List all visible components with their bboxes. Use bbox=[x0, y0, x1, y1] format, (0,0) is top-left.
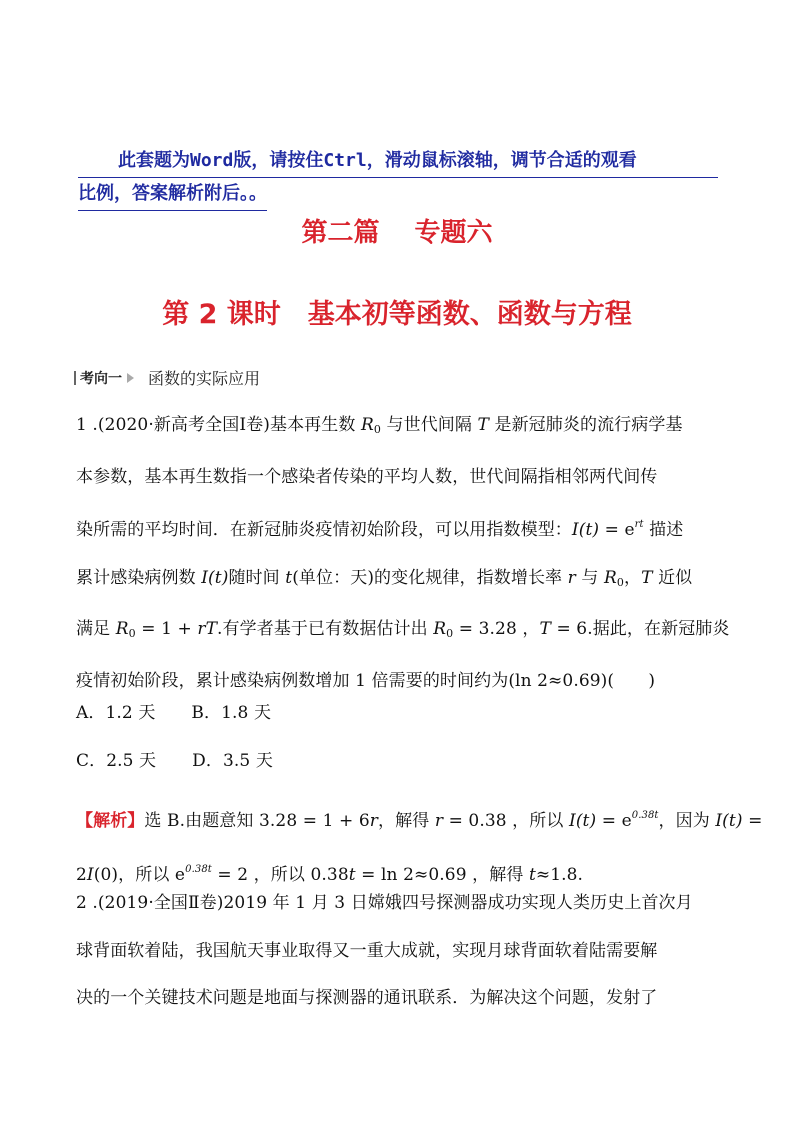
subscript: 0 bbox=[373, 423, 381, 436]
text: 与 bbox=[575, 567, 604, 588]
var-T: T bbox=[641, 567, 653, 588]
question-2-line: 2 .(2019·全国Ⅱ卷)2019 年 1 月 3 日嫦娥四号探测器成功实现人类历史上首次月 bbox=[76, 893, 693, 913]
var-It: I(t) bbox=[569, 811, 597, 831]
exponent: 0.38t bbox=[631, 810, 659, 821]
text: 与世代间隔 bbox=[381, 415, 478, 435]
question-1-line: 疫情初始阶段，累计感染病例数增加 1 倍需要的时间约为(ln 2≈0.69)( ) bbox=[76, 670, 656, 691]
section-topic: 函数的实际应用 bbox=[148, 369, 261, 388]
var-I: I bbox=[86, 864, 94, 885]
question-2-line: 决的一个关键技术问题是地面与探测器的通讯联系．为解决这个问题，发射了 bbox=[76, 988, 658, 1008]
text: = e bbox=[599, 520, 635, 540]
question-1-line bbox=[76, 501, 720, 555]
question-1-line bbox=[76, 606, 730, 658]
text: = 0.38 ，所以 bbox=[443, 811, 569, 831]
notice-line-1: 此套题为Word版，请按住Ctrl，滑动鼠标滚轴，调节合适的观看 bbox=[78, 145, 718, 178]
part-title: 第二篇 专题六 bbox=[301, 218, 493, 248]
text: = 1 + bbox=[135, 619, 198, 639]
text: = 2 ，所以 0.38 bbox=[211, 864, 349, 885]
var-T: T bbox=[477, 415, 489, 435]
var-rT: rT bbox=[197, 619, 218, 639]
text: 2 bbox=[76, 864, 87, 885]
var-r: r bbox=[567, 567, 576, 588]
option-b[interactable]: B．1.8 天 bbox=[191, 703, 272, 723]
lesson-title: 第 2 课时 基本初等函数、函数与方程 bbox=[162, 299, 632, 330]
section-bar-decoration bbox=[74, 371, 76, 385]
option-d[interactable]: D．3.5 天 bbox=[192, 750, 273, 771]
text: = 6.据此，在新冠肺炎 bbox=[550, 619, 730, 639]
question-2 bbox=[76, 880, 720, 1023]
text: = 3.28 ， bbox=[453, 619, 540, 639]
var-T: T bbox=[539, 619, 551, 639]
section-tag-label: 考向一 bbox=[80, 370, 122, 387]
subscript: 0 bbox=[616, 575, 625, 589]
text: .有学者基于已有数据估计出 bbox=[217, 619, 434, 639]
text: 满足 bbox=[76, 619, 116, 639]
text: = ln 2≈0.69 ，解得 bbox=[355, 864, 529, 885]
text: 1 .(2020·新高考全国Ⅰ卷)基本再生数 bbox=[76, 415, 361, 435]
var-R: R bbox=[115, 619, 129, 639]
text: = bbox=[742, 811, 763, 831]
text: 近似 bbox=[652, 567, 693, 588]
text: ，因为 bbox=[658, 811, 716, 831]
section-heading bbox=[74, 366, 260, 389]
analysis-line bbox=[76, 792, 763, 846]
question-1-line: 本参数，基本再生数指一个感染者传染的平均人数，世代间隔指相邻两代间传 bbox=[76, 466, 658, 487]
options-row bbox=[76, 690, 720, 738]
subscript: 0 bbox=[446, 627, 454, 640]
question-1-line bbox=[76, 555, 720, 607]
text: (0)，所以 e bbox=[93, 864, 186, 885]
notice-line-2: 比例，答案解析附后。。 bbox=[78, 178, 267, 211]
var-R: R bbox=[360, 415, 374, 435]
question-1 bbox=[76, 402, 730, 705]
text: 染所需的平均时间．在新冠肺炎疫情初始阶段，可以用指数模型： bbox=[76, 520, 572, 540]
var-t: t bbox=[348, 864, 356, 885]
question-2-line: 球背面软着陆，我国航天事业取得又一重大成就，实现月球背面软着陆需要解 bbox=[76, 940, 658, 961]
text: 是新冠肺炎的流行病学基 bbox=[488, 415, 683, 435]
text: 描述 bbox=[643, 520, 684, 540]
text: 随时间 bbox=[228, 567, 286, 588]
analysis-label: 【解析】 bbox=[76, 811, 145, 831]
var-rt: rt bbox=[634, 519, 644, 530]
text: 选 B.由题意知 3.28 = 1 + 6 bbox=[144, 811, 370, 831]
text: = e bbox=[596, 811, 632, 831]
exponent: 0.38t bbox=[185, 863, 212, 875]
text: ≈1.8. bbox=[535, 864, 584, 885]
word-version-notice bbox=[78, 145, 718, 211]
var-R: R bbox=[433, 619, 447, 639]
text: (单位：天)的变化规律，指数增长率 bbox=[292, 567, 568, 588]
var-It: I(t) bbox=[201, 567, 229, 588]
text: ， bbox=[624, 567, 642, 588]
subscript: 0 bbox=[128, 627, 136, 640]
triangle-right-icon bbox=[127, 373, 134, 383]
var-It: I(t) bbox=[571, 520, 600, 540]
question-1-options bbox=[76, 690, 720, 785]
option-c[interactable]: C．2.5 天 bbox=[76, 750, 157, 771]
var-r: r bbox=[369, 811, 379, 831]
question-1-line bbox=[76, 402, 720, 454]
text: 累计感染病例数 bbox=[76, 567, 202, 588]
option-a[interactable]: A．1.2 天 bbox=[76, 703, 156, 723]
options-row bbox=[76, 738, 720, 786]
var-t: t bbox=[528, 864, 536, 885]
var-r: r bbox=[434, 811, 444, 831]
var-It: I(t) bbox=[715, 811, 743, 831]
var-t: t bbox=[285, 567, 293, 588]
text: ，解得 bbox=[378, 811, 435, 831]
var-R: R bbox=[604, 567, 617, 588]
